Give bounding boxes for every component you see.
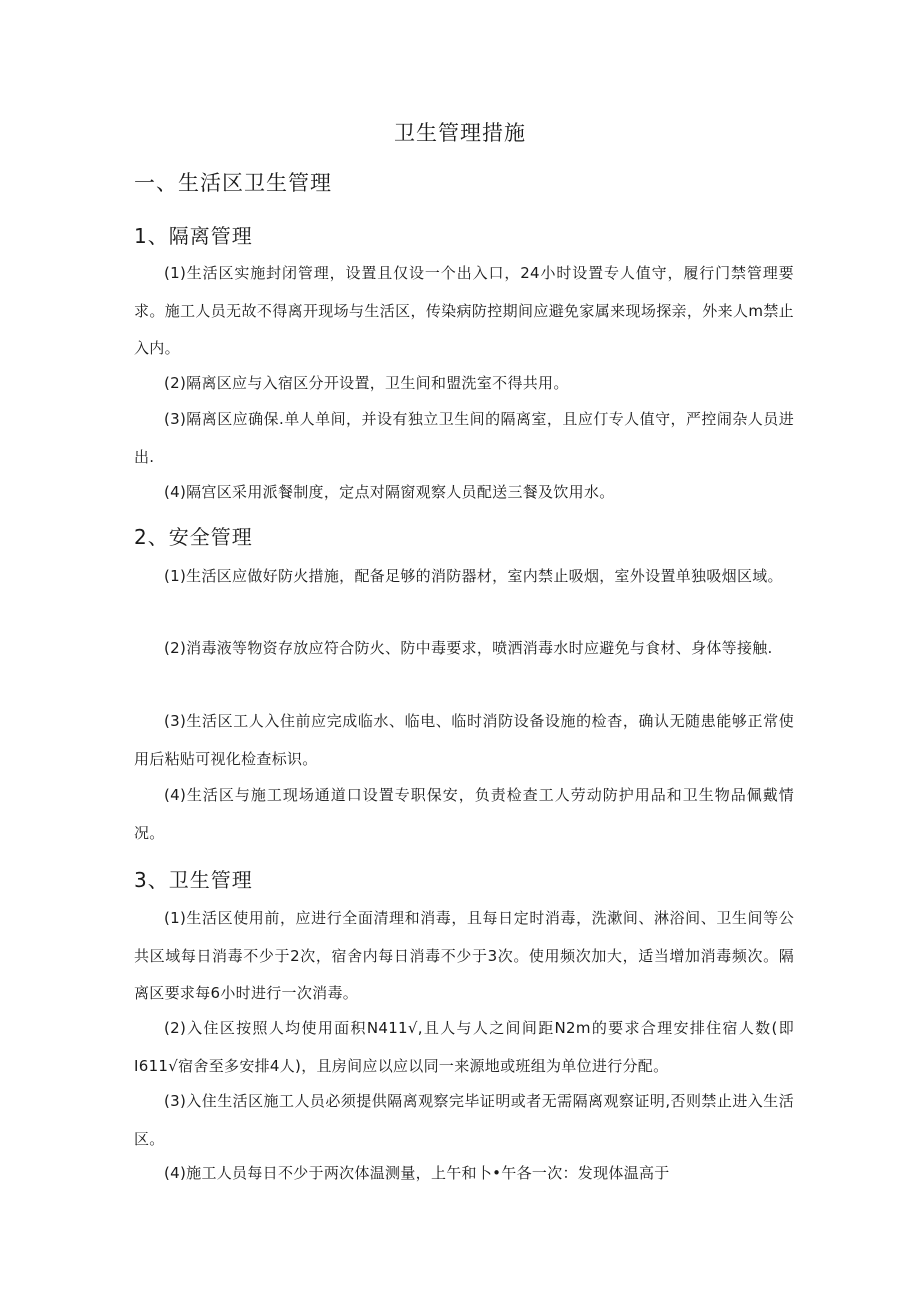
paragraph-hygiene-4: (4)施工人员每日不少于两次体温测量，上午和卜•午各一次：发现体温高于	[164, 1164, 670, 1182]
paragraph-hygiene-2: (2)入住区按照人均使用面积N411√,且人与人之间间距N2m的要求合理安排住宿人数(即I611√宿舍至多安排4人)，且房间应以应以同一来源地或班组为单位进行分配。	[134, 1019, 794, 1075]
paragraph-isolation-4: (4)隔宫区采用派餐制度，定点对隔窗观察人员配送三餐及饮用水。	[164, 483, 615, 501]
paragraph-hygiene-3: (3)入住生活区施工人员必须提供隔离观察完毕证明或者无需隔离观察证明,否则禁止进入生活区。	[134, 1092, 794, 1148]
paragraph-safety-1: (1)生活区应做好防火措施，配备足够的消防器材，室内禁止吸烟，室外设置单独吸烟区域。	[164, 567, 783, 585]
section-heading-living-area: 一、生活区卫生管理	[134, 171, 332, 195]
subsection-heading-isolation: 1、隔离管理	[134, 224, 253, 248]
paragraph-isolation-2: (2)隔离区应与入宿区分开设置，卫生间和盟洗室不得共用。	[164, 374, 569, 392]
paragraph-safety-3: (3)生活区工人入住前应完成临水、临电、临时消防设备设施的检杳，确认无随患能够正常使用后粘贴可视化检查标识。	[134, 712, 794, 768]
paragraph-isolation-3: (3)隔离区应确保.单人单间，并设有独立卫生间的隔离室，且应仃专人值守，严控闹杂人员进出.	[134, 410, 794, 466]
paragraph-isolation-1: (1)生活区实施封闭管理，设置且仅设一个出入口，24小时设置专人值守，履行门禁管理要求。施工人员无故不得离开现场与生活区，传染病防控期间应避免家属来现场探亲，外来人m禁止入内。	[134, 264, 794, 357]
subsection-heading-hygiene: 3、卫生管理	[134, 868, 253, 892]
document-title: 卫生管理措施	[394, 121, 526, 145]
paragraph-safety-4: (4)生活区与施工现场通道口设置专职保安，负责检查工人劳动防护用品和卫生物品佩戴情况。	[134, 786, 794, 842]
paragraph-safety-2: (2)消毒液等物资存放应符合防火、防中毒要求，喷洒消毒水时应避免与食材、身体等接触.	[164, 639, 773, 657]
paragraph-hygiene-1: (1)生活区使用前，应进行全面清理和消毒，且每日定时消毒，洗漱间、淋浴间、卫生间等公共区域每日消毒不少于2次，宿舍内每日消毒不少于3次。使用频次加大，适当增加消毒频次。隔离区要求每6小时进行一次消毒。	[134, 909, 794, 1002]
subsection-heading-safety: 2、安全管理	[134, 525, 253, 549]
